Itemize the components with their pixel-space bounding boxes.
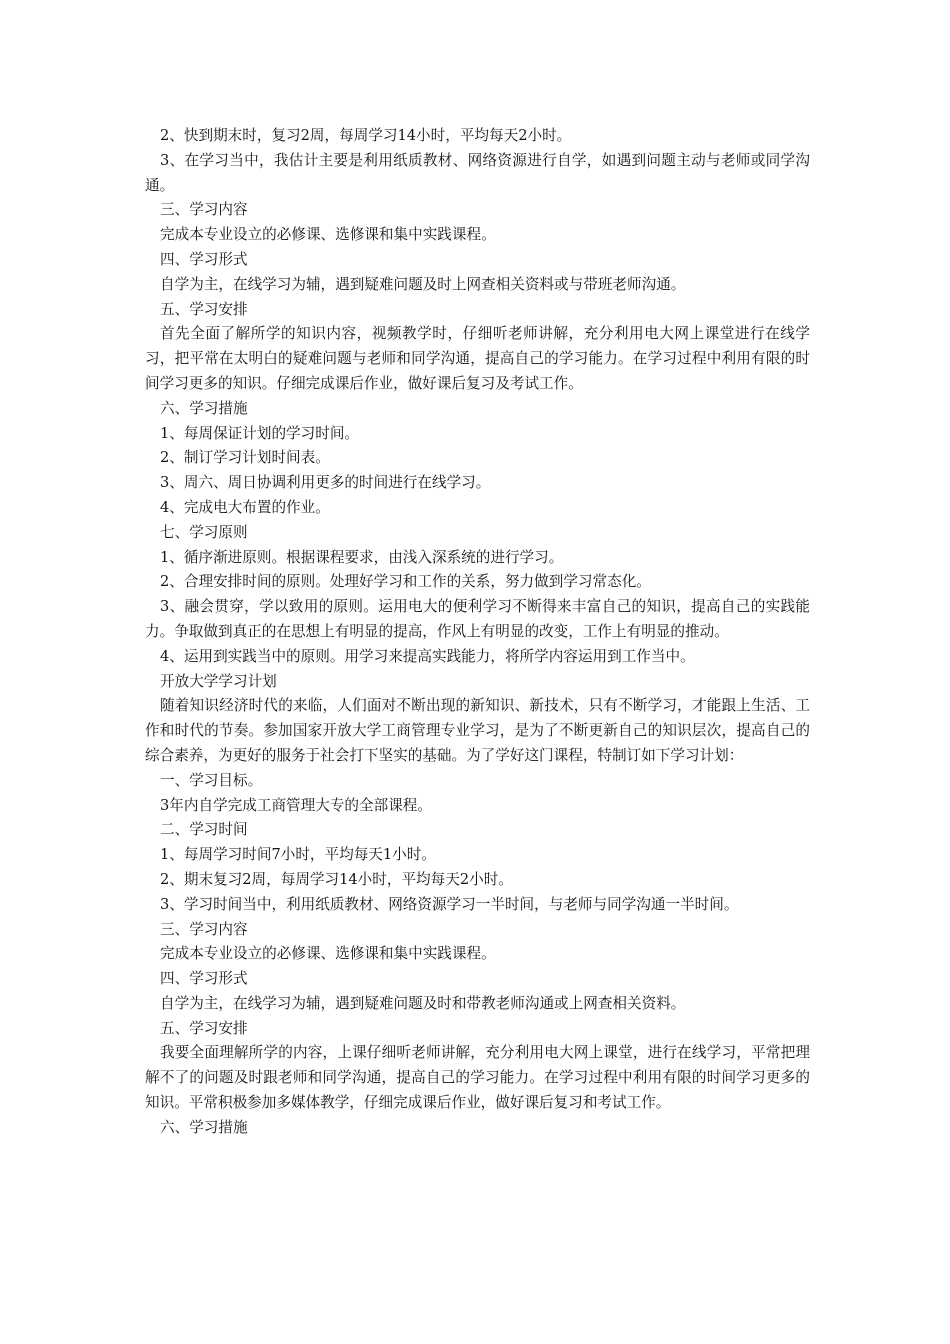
list-item: 3、融会贯穿，学以致用的原则。运用电大的便利学习不断得来丰富自己的知识，提高自己的实践能力。争取做到真正的在思想上有明显的提高，作风上有明显的改变，工作上有明显的推动。 (145, 598, 810, 640)
paragraph-27: 完成本专业设立的必修课、选修课和集中实践课程。 (160, 945, 496, 963)
section-heading: 五、学习安排 (160, 1019, 248, 1037)
section-heading: 七、学习原则 (160, 523, 248, 541)
list-item: 1、每周学习时间7小时，平均每天1小时。 (160, 846, 436, 864)
section-heading: 四、学习形式 (160, 970, 248, 988)
paragraph-19: 随着知识经济时代的来临，人们面对不断出现的新知识、新技术，只有不断学习，才能跟上生活、工作和时代的节奏。参加国家开放大学工商管理专业学习，是为了不断更新自己的知识层次，提高自己的综合素养，为更好的服务于社会打下坚实的基础。为了学好这门课程，特制订如下学习计划： (145, 697, 810, 764)
document-title: 开放大学学习计划 (160, 672, 277, 690)
list-item: 2、期末复习2周，每周学习14小时，平均每天2小时。 (160, 870, 513, 888)
section-heading: 三、学习内容 (160, 920, 248, 938)
paragraph-31: 我要全面理解所学的内容，上课仔细听老师讲解，充分利用电大网上课堂，进行在线学习，平常把理解不了的问题及时跟老师和同学沟通，提高自己的学习能力。在学习过程中利用有限的时间学习更多的知识。平常积极参加多媒体教学，仔细完成课后作业，做好课后复习和考试工作。 (145, 1044, 810, 1112)
list-item: 3、学习时间当中，利用纸质教材、网络资源学习一半时间，与老师与同学沟通一半时间。 (160, 895, 739, 913)
section-heading: 二、学习时间 (160, 821, 248, 839)
paragraph-1: 3、在学习当中，我估计主要是利用纸质教材、网络资源进行自学，如遇到问题主动与老师或同学沟通。 (145, 151, 810, 194)
list-item: 4、完成电大布置的作业。 (160, 498, 330, 516)
list-item: 2、合理安排时间的原则。处理好学习和工作的关系，努力做到学习常态化。 (160, 573, 651, 591)
section-heading: 三、学习内容 (160, 201, 248, 219)
paragraph-29: 自学为主，在线学习为辅，遇到疑难问题及时和带教老师沟通或上网查相关资料。 (160, 994, 686, 1012)
list-item: 3、周六、周日协调利用更多的时间进行在线学习。 (160, 474, 491, 492)
paragraph-21: 3年内自学完成工商管理大专的全部课程。 (160, 796, 432, 814)
list-item: 4、运用到实践当中的原则。用学习来提高实践能力，将所学内容运用到工作当中。 (160, 647, 695, 665)
section-heading: 一、学习目标。 (160, 771, 263, 789)
section-heading: 六、学习措施 (160, 1118, 248, 1136)
paragraph-5: 自学为主，在线学习为辅，遇到疑难问题及时上网查相关资料或与带班老师沟通。 (160, 275, 686, 293)
section-heading: 四、学习形式 (160, 250, 248, 268)
section-heading: 六、学习措施 (160, 399, 248, 417)
paragraph-3: 完成本专业设立的必修课、选修课和集中实践课程。 (160, 226, 496, 244)
list-item: 1、每周保证计划的学习时间。 (160, 424, 360, 442)
list-item: 1、循序渐进原则。根据课程要求，由浅入深系统的进行学习。 (160, 548, 564, 566)
paragraph-0: 2、快到期末时，复习2周，每周学习14小时，平均每天2小时。 (160, 127, 572, 144)
document-body (145, 124, 810, 1141)
paragraph-7: 首先全面了解所学的知识内容，视频教学时，仔细听老师讲解，充分利用电大网上课堂进行在线学习，把平常在太明白的疑难问题与老师和同学沟通，提高自己的学习能力。在学习过程中利用有限的时间学习更多的知识。仔细完成课后作业，做好课后复习及考试工作。 (145, 325, 810, 392)
section-heading: 五、学习安排 (160, 300, 248, 318)
list-item: 2、制订学习计划时间表。 (160, 449, 330, 467)
